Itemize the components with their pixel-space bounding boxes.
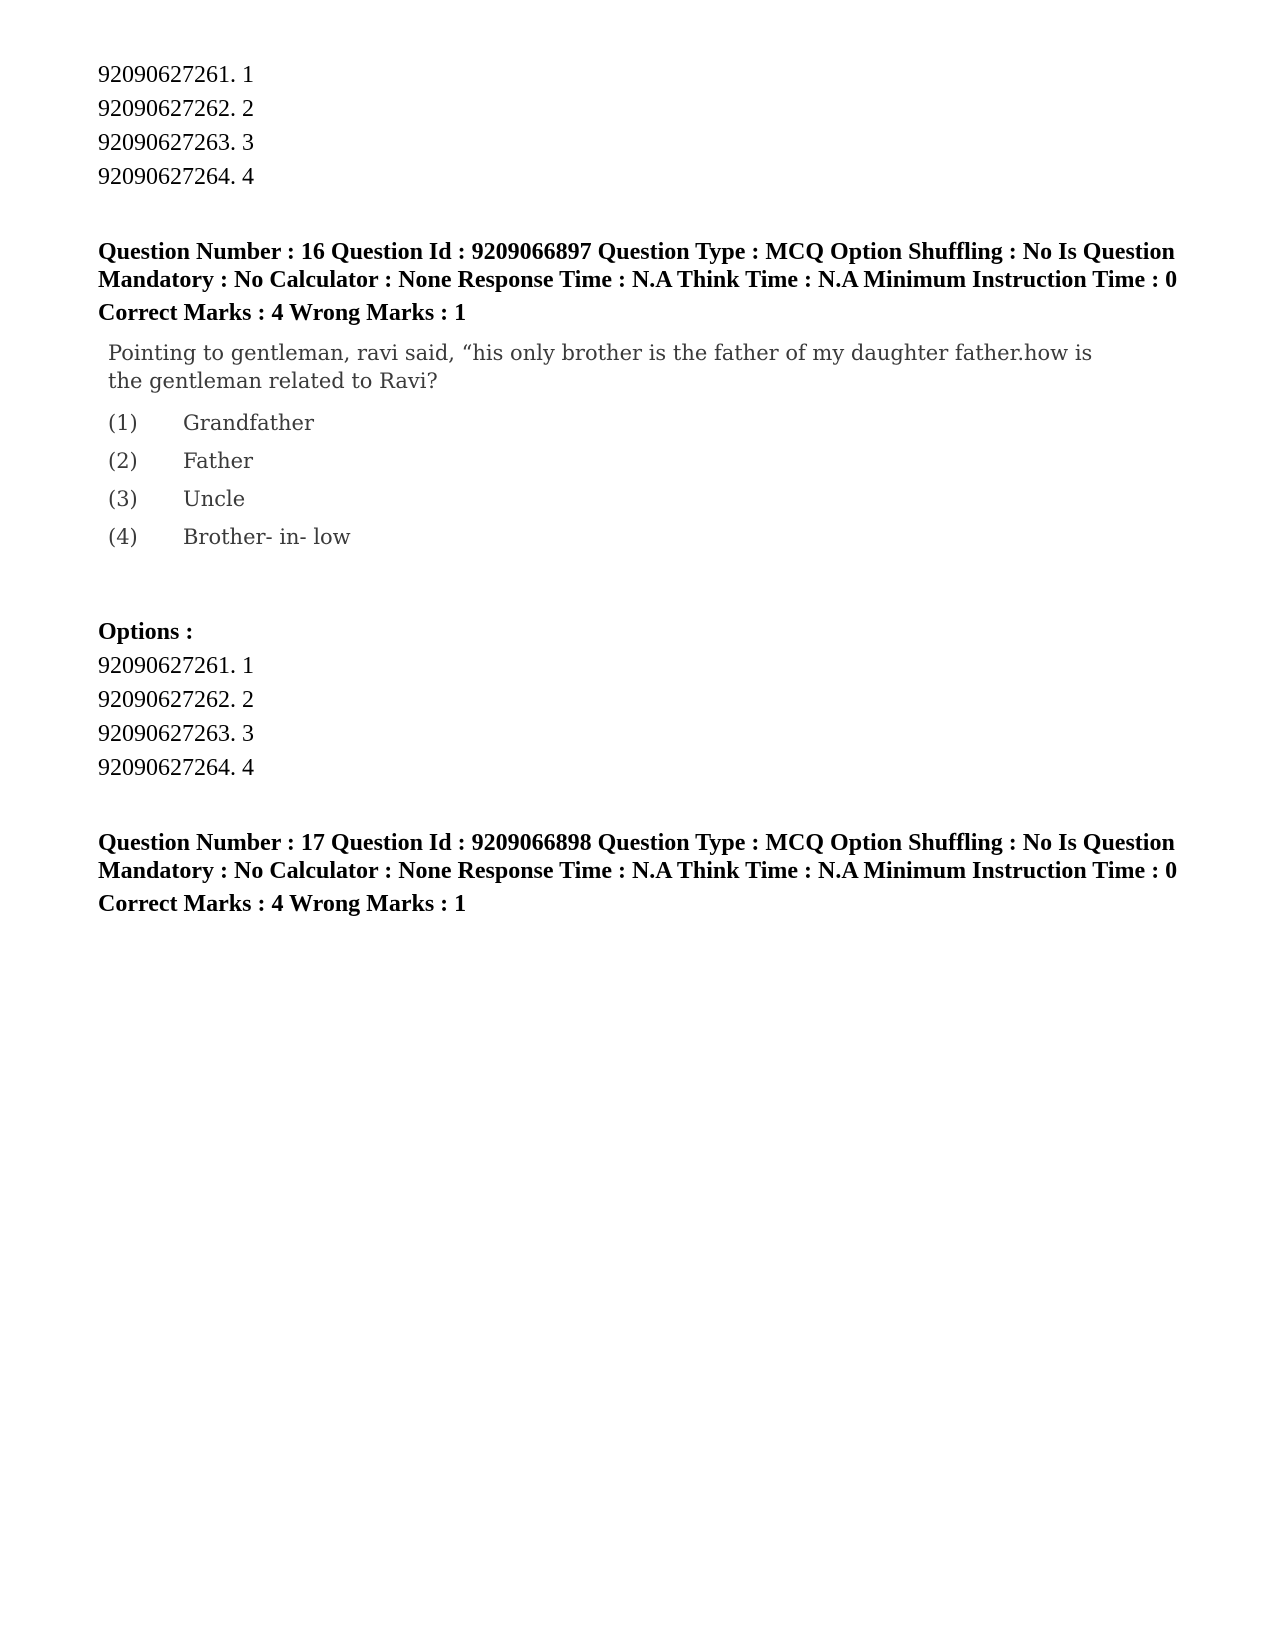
choice-number: (4) — [108, 525, 138, 549]
question-text: Pointing to gentleman, ravi said, “his only brother is the father of my daughter father.how is the gentleman related to Ravi? — [108, 341, 1093, 393]
option-line: 92090627262. 2 — [98, 687, 254, 713]
option-line: 92090627261. 1 — [98, 653, 254, 679]
choice-item — [108, 485, 1188, 523]
choice-item — [108, 523, 1188, 561]
option-line: 92090627264. 4 — [98, 164, 254, 190]
question-16 — [98, 238, 1188, 785]
option-line: 92090627263. 3 — [98, 130, 254, 156]
question-choices — [108, 409, 1188, 561]
choice-number: (3) — [108, 487, 138, 511]
previous-question-options — [98, 58, 1188, 194]
choice-item — [108, 447, 1188, 485]
question-image — [108, 339, 1188, 561]
option-line: 92090627263. 3 — [98, 721, 254, 747]
choice-text: Brother- in- low — [183, 525, 351, 549]
options-label: Options : — [98, 619, 194, 645]
option-line: 92090627262. 2 — [98, 96, 254, 122]
answer-options — [98, 649, 1188, 785]
choice-text: Father — [183, 449, 254, 473]
choice-text: Uncle — [183, 487, 246, 511]
question-marks: Correct Marks : 4 Wrong Marks : 1 — [98, 300, 467, 326]
choice-text: Grandfather — [183, 411, 315, 435]
question-header: Question Number : 16 Question Id : 9209066897 Question Type : MCQ Option Shuffling : No Is Question Mandatory : No Calculator : None Response Time : N.A Think Time : N.A Minimum Instruction Time : 0 — [98, 239, 1178, 293]
option-line: 92090627261. 1 — [98, 62, 254, 88]
choice-number: (2) — [108, 449, 138, 473]
question-17 — [98, 829, 1188, 918]
question-marks: Correct Marks : 4 Wrong Marks : 1 — [98, 891, 467, 917]
document-page — [98, 58, 1188, 918]
choice-number: (1) — [108, 411, 138, 435]
choice-item — [108, 409, 1188, 447]
question-header: Question Number : 17 Question Id : 9209066898 Question Type : MCQ Option Shuffling : No Is Question Mandatory : No Calculator : None Response Time : N.A Think Time : N.A Minimum Instruction Time : 0 — [98, 830, 1178, 884]
option-line: 92090627264. 4 — [98, 755, 254, 781]
